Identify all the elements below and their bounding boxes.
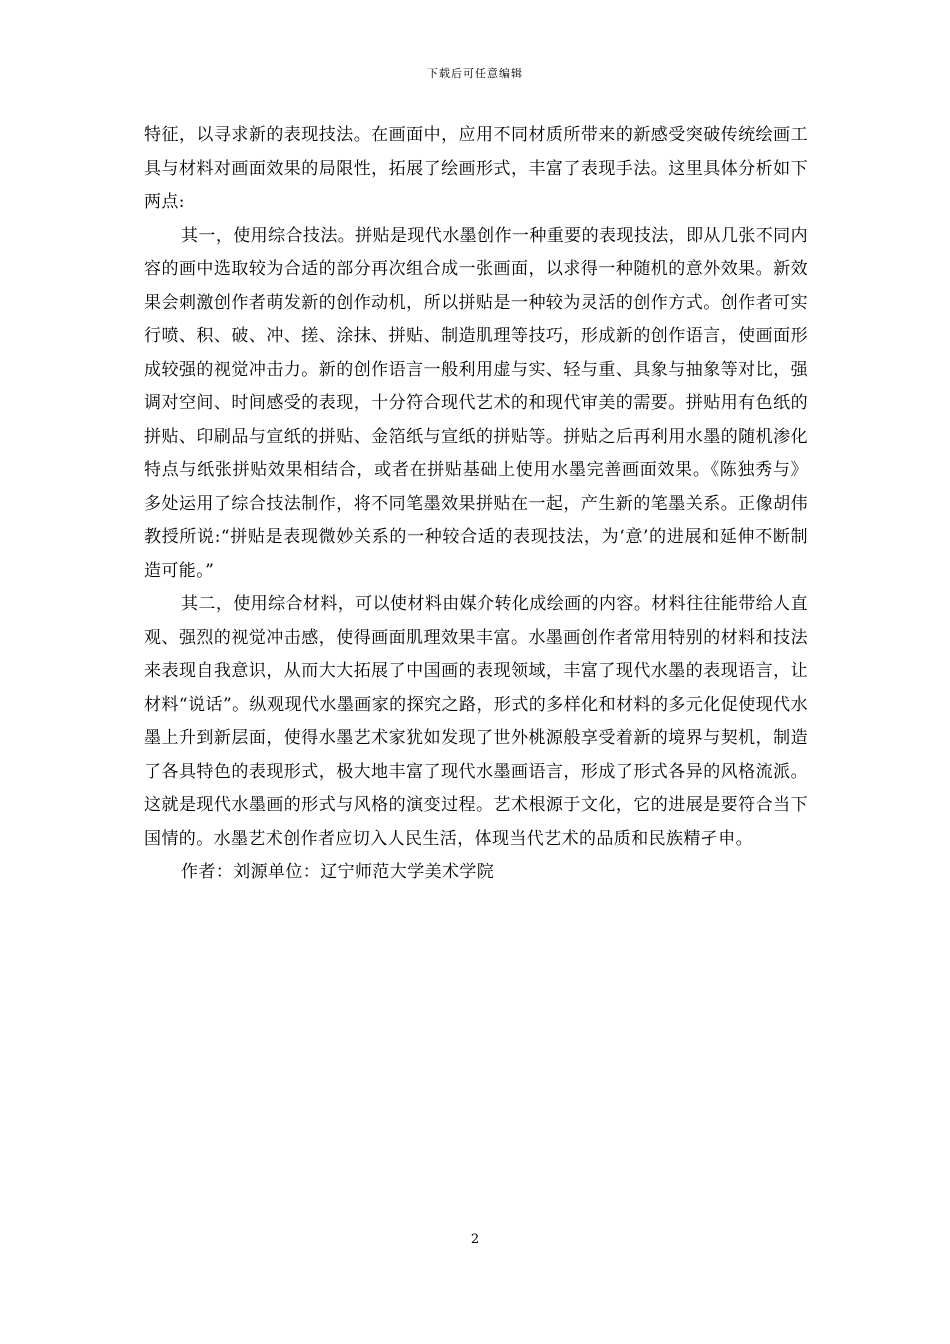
author-line: 作者：刘源单位：辽宁师范大学美术学院 (181, 862, 495, 882)
page-header: 下载后可任意编辑 (427, 67, 523, 80)
paragraph-technique: 其一，使用综合技法。拼贴是现代水墨创作一种重要的表现技法，即从几张不同内容的画中选取较为合适的部分再次组合成一张画面，以求得一种随机的意外效果。新效果会刺激创作者萌发新的创作动机，所以拼贴是一种较为灵活的创作方式。创作者可实行喷、积、破、冲、搓、涂抹、拼贴、制造肌理等技巧，形成新的创作语言，使画面形成较强的视觉冲击力。新的创作语言一般利用虚与实、轻与重、具象与抽象等对比，强调对空间、时间感受的表现，十分符合现代艺术的和现代审美的需要。拼贴用有色纸的拼贴、印刷品与宣纸的拼贴、金箔纸与宣纸的拼贴等。拼贴之后再利用水墨的随机渗化特点与纸张拼贴效果相结合，或者在拼贴基础上使用水墨完善画面效果。《陈独秀与》多处运用了综合技法制作，将不同笔墨效果拼贴在一起，产生新的笔墨关系。正像胡伟教授所说:“拼贴是表现微妙关系的一种较合适的表现技法，为‘意’的进展和延伸不断制造可能。” (144, 225, 808, 581)
page-number: 2 (470, 1232, 480, 1247)
body-text (144, 119, 808, 890)
paragraph-continuation: 特征，以寻求新的表现技法。在画面中，应用不同材质所带来的新感受突破传统绘画工具与材料对画面效果的局限性，拓展了绘画形式，丰富了表现手法。这里具体分析如下两点: (144, 125, 808, 212)
paragraph-material: 其二，使用综合材料，可以使材料由媒介转化成绘画的内容。材料往往能带给人直观、强烈的视觉冲击感，使得画面肌理效果丰富。水墨画创作者常用特别的材料和技法来表现自我意识，从而大大拓展了中国画的表现领域，丰富了现代水墨的表现语言，让材料“说话”。纵观现代水墨画家的探究之路，形式的多样化和材料的多元化促使现代水墨上升到新层面，使得水墨艺术家犹如发现了世外桃源般享受着新的境界与契机，制造了各具特色的表现形式，极大地丰富了现代水墨画语言，形成了形式各异的风格流派。这就是现代水墨画的形式与风格的演变过程。艺术根源于文化，它的进展是要符合当下国情的。水墨艺术创作者应切入人民生活，体现当代艺术的品质和民族精孑申。 (144, 594, 808, 849)
